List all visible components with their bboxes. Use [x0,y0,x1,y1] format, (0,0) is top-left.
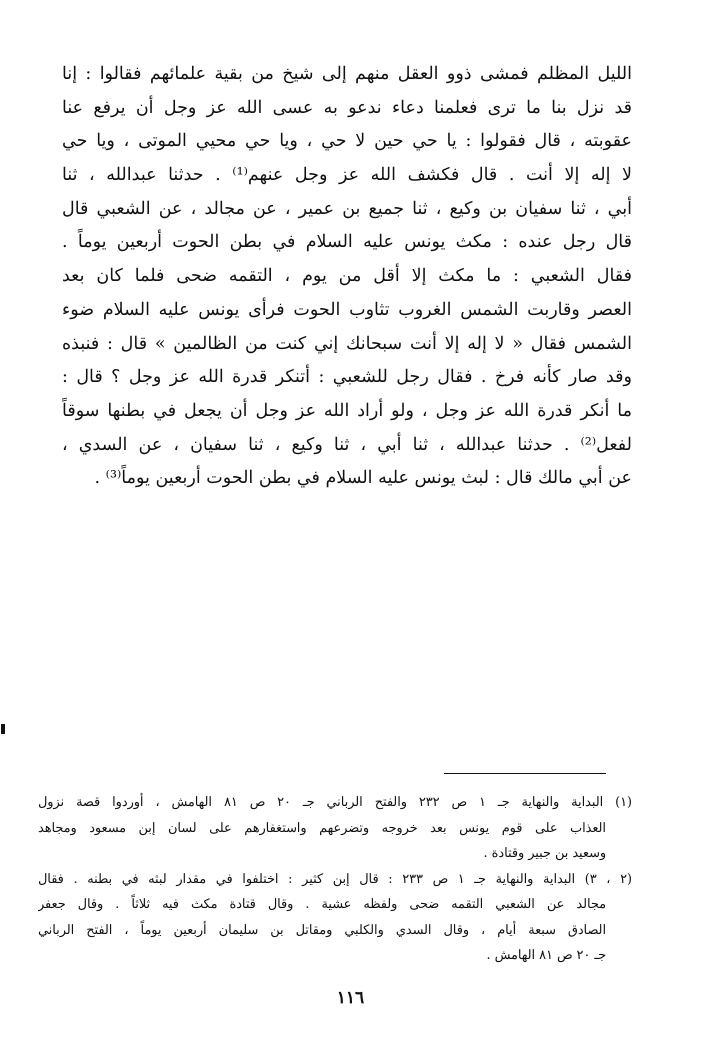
footnotes-block [38,790,632,969]
page-number: ١١٦ [336,988,365,1008]
margin-mark [1,724,5,734]
main-text-line: عقوبته ، قال فقولوا : يا حي حين لا حي ، ويا حي محيي الموتى ، ويا حي [62,131,632,152]
main-text-line: قد نزل بنا ما ترى فعلمنا دعاء ندعو به عسى الله عز وجل أن يرفع عنا [62,97,632,118]
main-text-line: قال رجل عنده : مكث يونس عليه السلام في بطن الحوت أربعين يوماً . [62,232,632,253]
main-text-line: لفعل⁽²⁾ . حدثنا عبدالله ، ثنا أبي ، ثنا وكيع ، ثنا سفيان ، عن السدي ، [62,434,632,455]
footnote-line: (١) البداية والنهاية جـ ١ ص ٢٣٢ والفتح الرباني جـ ٢٠ ص ٨١ الهامش ، أوردوا قصة نزول [38,795,632,810]
main-text-line: أبي ، ثنا سفيان بن وكيع ، ثنا جميع بن عمير ، عن مجالد ، عن الشعبي قال [62,198,632,219]
main-text-line: الليل المظلم فمشى ذوو العقل منهم إلى شيخ من بقية علمائهم فقالوا : إنا [62,64,632,84]
footnote-line: وسعيد بن جبير وقتادة . [483,846,606,861]
main-text-line: العصر وقاربت الشمس الغروب تثاوب الحوت فرأى يونس عليه السلام ضوء [62,299,632,320]
main-text-line: وقد صار كأنه فرخ . فقال رجل للشعبي : أتنكر قدرة الله عز وجل ؟ قال : [62,367,632,388]
main-text-line: فقال الشعبي : ما مكث إلا أقل من يوم ، التقمه ضحى فلما كان بعد [62,266,632,287]
main-text-block [62,58,632,496]
main-text-line: عن أبي مالك قال : لبث يونس عليه السلام في بطن الحوت أربعين يوماً⁽³⁾ . [94,468,632,489]
footnote-line: مجالد عن الشعبي التقمه ضحى ولفظه عشية . وقال قتادة مكث فيه ثلاثاً . وقال جعفر [38,897,606,912]
footnote-separator [444,773,606,774]
footnote-line: جـ ٢٠ ص ٨١ الهامش . [486,948,606,963]
footnote-line: (٢ ، ٣) البداية والنهاية جـ ١ ص ٢٣٣ : قال إبن كثير : اختلفوا في مقدار لبثه في بطنه . فقال [38,871,632,887]
main-text-line: لا إله إلا أنت . قال فكشف الله عز وجل عنهم⁽¹⁾ . حدثنا عبدالله ، ثنا [62,165,632,186]
main-text-line: ما أنكر قدرة الله عز وجل ، ولو أراد الله عز وجل أن يجعل في بطنها سوقاً [62,400,632,421]
main-text-line: الشمس فقال « لا إله إلا أنت سبحانك إني كنت من الظالمين » قال : فنبذه [62,333,632,354]
footnote-line: الصادق سبعة أيام ، وقال السدي والكلبي ومقاتل بن سليمان أربعين يوماً ، الفتح الرباني [38,922,606,938]
footnote-line: العذاب على قوم يونس بعد خروجه وتضرعهم واستغفارهم على لسان إبن مسعود ومجاهد [38,820,606,836]
